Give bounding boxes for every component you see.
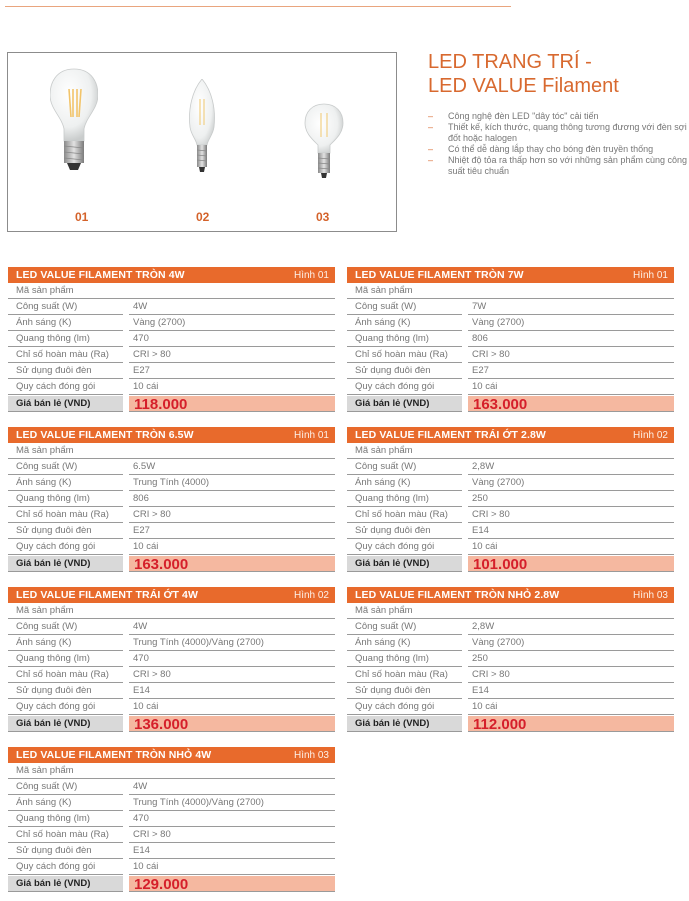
product-header — [8, 267, 335, 283]
spec-value: Vàng (2700) — [468, 315, 674, 331]
spec-value: 4W — [129, 779, 335, 795]
price-row — [8, 556, 335, 572]
spec-row-cri — [8, 347, 335, 363]
product-spec-table — [8, 747, 335, 892]
spec-row-pack — [347, 539, 674, 555]
spec-value: E27 — [129, 363, 335, 379]
product-header — [8, 747, 335, 763]
spec-label: Ánh sáng (K) — [347, 635, 462, 651]
spec-label: Quang thông (lm) — [8, 331, 123, 347]
spec-row-flux — [347, 651, 674, 667]
product-spec-table — [347, 587, 674, 732]
spec-label: Mã sản phẩm — [8, 283, 335, 299]
spec-label: Sử dụng đuôi đèn — [347, 363, 462, 379]
spec-row-cri — [347, 667, 674, 683]
price-value: 163.000 — [129, 556, 335, 572]
spec-row-base — [8, 843, 335, 859]
spec-label: Quy cách đóng gói — [8, 699, 123, 715]
spec-value: 10 cái — [129, 699, 335, 715]
spec-label: Quang thông (lm) — [347, 491, 462, 507]
spec-row-pack — [8, 859, 335, 875]
product-header — [347, 587, 674, 603]
price-label: Giá bán lẻ (VND) — [8, 716, 123, 732]
spec-value: 10 cái — [468, 699, 674, 715]
spec-label: Công suất (W) — [8, 459, 123, 475]
figure-reference: Hình 02 — [632, 429, 668, 441]
spec-row-flux — [8, 811, 335, 827]
spec-row-code — [8, 763, 335, 779]
spec-value: CRI > 80 — [129, 667, 335, 683]
spec-row-light — [347, 635, 674, 651]
spec-label: Sử dụng đuôi đèn — [347, 683, 462, 699]
spec-label: Mã sản phẩm — [347, 283, 674, 299]
price-row — [347, 716, 674, 732]
image-label-01: 01 — [75, 210, 89, 224]
spec-row-cri — [347, 507, 674, 523]
price-value: 163.000 — [468, 396, 674, 412]
figure-reference: Hình 01 — [293, 269, 329, 281]
spec-label: Công suất (W) — [347, 619, 462, 635]
product-image-panel — [7, 52, 397, 232]
product-spec-table — [347, 427, 674, 572]
spec-label: Sử dụng đuôi đèn — [8, 683, 123, 699]
spec-label: Công suất (W) — [347, 459, 462, 475]
spec-value: 10 cái — [129, 539, 335, 555]
spec-label: Chỉ số hoàn màu (Ra) — [347, 507, 462, 523]
spec-label: Sử dụng đuôi đèn — [347, 523, 462, 539]
spec-value: CRI > 80 — [129, 827, 335, 843]
spec-label: Quy cách đóng gói — [8, 539, 123, 555]
feature-item: – Thiết kế, kích thước, quang thông tương đương với đèn sợi đốt hoặc halogen — [428, 122, 687, 143]
spec-label: Công suất (W) — [8, 619, 123, 635]
product-name: LED VALUE FILAMENT TRÒN 7W — [355, 269, 524, 281]
price-value: 112.000 — [468, 716, 674, 732]
spec-row-flux — [347, 491, 674, 507]
spec-row-code — [347, 603, 674, 619]
bulb-candle-icon — [188, 79, 216, 179]
price-label: Giá bán lẻ (VND) — [347, 556, 462, 572]
spec-row-base — [347, 683, 674, 699]
spec-row-pack — [8, 699, 335, 715]
spec-row-power — [347, 619, 674, 635]
product-spec-table — [8, 427, 335, 572]
spec-row-cri — [347, 347, 674, 363]
spec-label: Quy cách đóng gói — [8, 859, 123, 875]
spec-row-power — [8, 779, 335, 795]
image-label-02: 02 — [196, 210, 210, 224]
spec-label: Sử dụng đuôi đèn — [8, 363, 123, 379]
bulb-a-shape-icon — [50, 67, 98, 177]
spec-label: Quang thông (lm) — [347, 331, 462, 347]
figure-reference: Hình 03 — [293, 749, 329, 761]
spec-value: CRI > 80 — [468, 507, 674, 523]
spec-label: Ánh sáng (K) — [8, 475, 123, 491]
spec-value: 6.5W — [129, 459, 335, 475]
price-row — [8, 716, 335, 732]
spec-label: Ánh sáng (K) — [347, 315, 462, 331]
spec-value: E27 — [468, 363, 674, 379]
spec-row-cri — [8, 667, 335, 683]
spec-value: 10 cái — [129, 379, 335, 395]
spec-value: Vàng (2700) — [468, 475, 674, 491]
product-spec-table — [8, 267, 335, 412]
product-header — [347, 267, 674, 283]
product-header — [8, 587, 335, 603]
spec-label: Quang thông (lm) — [8, 491, 123, 507]
spec-label: Ánh sáng (K) — [347, 475, 462, 491]
spec-value: Vàng (2700) — [468, 635, 674, 651]
spec-label: Quy cách đóng gói — [347, 539, 462, 555]
feature-item: – Công nghệ đèn LED "dây tóc" cải tiến — [428, 111, 599, 121]
spec-label: Mã sản phẩm — [8, 603, 335, 619]
price-value: 129.000 — [129, 876, 335, 892]
spec-row-power — [8, 459, 335, 475]
price-value: 101.000 — [468, 556, 674, 572]
page-title-line-2: LED VALUE Filament — [428, 75, 619, 97]
figure-reference: Hình 02 — [293, 589, 329, 601]
price-row — [8, 876, 335, 892]
price-label: Giá bán lẻ (VND) — [8, 556, 123, 572]
spec-value: CRI > 80 — [468, 347, 674, 363]
spec-value: 250 — [468, 491, 674, 507]
spec-label: Quy cách đóng gói — [347, 699, 462, 715]
spec-label: Công suất (W) — [8, 779, 123, 795]
spec-row-light — [8, 475, 335, 491]
spec-row-base — [8, 523, 335, 539]
spec-row-light — [8, 315, 335, 331]
product-name: LED VALUE FILAMENT TRÒN NHỎ 2.8W — [355, 589, 560, 601]
product-spec-table — [8, 587, 335, 732]
price-value: 136.000 — [129, 716, 335, 732]
dash-bullet-icon: – — [428, 111, 434, 121]
feature-item: – Có thể dễ dàng lắp thay cho bóng đèn truyền thống — [428, 144, 654, 154]
spec-label: Mã sản phẩm — [8, 443, 335, 459]
spec-row-pack — [347, 379, 674, 395]
feature-item: – Nhiệt độ tỏa ra thấp hơn so với những sản phẩm cùng công suất tiêu chuẩn — [428, 155, 687, 176]
spec-row-code — [347, 443, 674, 459]
spec-row-power — [347, 459, 674, 475]
spec-row-pack — [8, 379, 335, 395]
price-value: 118.000 — [129, 396, 335, 412]
product-header — [347, 427, 674, 443]
spec-value: 470 — [129, 331, 335, 347]
product-name: LED VALUE FILAMENT TRÁI ỚT 4W — [16, 589, 198, 601]
figure-reference: Hình 01 — [632, 269, 668, 281]
spec-value: 10 cái — [129, 859, 335, 875]
spec-label: Ánh sáng (K) — [8, 315, 123, 331]
spec-label: Chỉ số hoàn màu (Ra) — [8, 347, 123, 363]
spec-label: Công suất (W) — [347, 299, 462, 315]
spec-row-code — [8, 603, 335, 619]
spec-row-power — [8, 619, 335, 635]
spec-row-power — [8, 299, 335, 315]
spec-value: Trung Tính (4000) — [129, 475, 335, 491]
spec-label: Mã sản phẩm — [347, 603, 674, 619]
product-name: LED VALUE FILAMENT TRÒN 6.5W — [16, 429, 194, 441]
spec-row-flux — [8, 651, 335, 667]
spec-row-light — [347, 315, 674, 331]
spec-label: Chỉ số hoàn màu (Ra) — [8, 827, 123, 843]
spec-label: Sử dụng đuôi đèn — [8, 843, 123, 859]
top-divider — [5, 6, 511, 7]
spec-value: 4W — [129, 619, 335, 635]
spec-row-pack — [8, 539, 335, 555]
dash-bullet-icon: – — [428, 155, 434, 165]
spec-value: E14 — [129, 843, 335, 859]
spec-row-code — [347, 283, 674, 299]
spec-value: E14 — [129, 683, 335, 699]
spec-label: Quang thông (lm) — [347, 651, 462, 667]
spec-value: 7W — [468, 299, 674, 315]
spec-row-base — [347, 363, 674, 379]
spec-row-code — [8, 283, 335, 299]
page-title — [428, 50, 619, 98]
spec-label: Chỉ số hoàn màu (Ra) — [347, 667, 462, 683]
spec-row-light — [347, 475, 674, 491]
spec-row-light — [8, 795, 335, 811]
spec-label: Chỉ số hoàn màu (Ra) — [347, 347, 462, 363]
spec-label: Ánh sáng (K) — [8, 795, 123, 811]
price-row — [347, 556, 674, 572]
spec-row-cri — [8, 507, 335, 523]
spec-value: 806 — [468, 331, 674, 347]
spec-label: Chỉ số hoàn màu (Ra) — [8, 667, 123, 683]
figure-reference: Hình 03 — [632, 589, 668, 601]
spec-label: Quy cách đóng gói — [8, 379, 123, 395]
product-spec-table — [347, 267, 674, 412]
spec-value: 806 — [129, 491, 335, 507]
spec-value: 4W — [129, 299, 335, 315]
page-title-line-1: LED TRANG TRÍ - — [428, 51, 592, 73]
spec-value: 10 cái — [468, 539, 674, 555]
feature-list — [428, 111, 688, 177]
price-label: Giá bán lẻ (VND) — [8, 396, 123, 412]
spec-value: 2,8W — [468, 619, 674, 635]
price-label: Giá bán lẻ (VND) — [8, 876, 123, 892]
spec-label: Quy cách đóng gói — [347, 379, 462, 395]
spec-row-light — [8, 635, 335, 651]
price-label: Giá bán lẻ (VND) — [347, 716, 462, 732]
spec-row-power — [347, 299, 674, 315]
price-label: Giá bán lẻ (VND) — [347, 396, 462, 412]
spec-row-flux — [347, 331, 674, 347]
product-header — [8, 427, 335, 443]
spec-row-base — [8, 683, 335, 699]
spec-label: Công suất (W) — [8, 299, 123, 315]
spec-value: 470 — [129, 651, 335, 667]
bulb-round-icon — [304, 103, 344, 183]
price-row — [347, 396, 674, 412]
spec-label: Quang thông (lm) — [8, 811, 123, 827]
product-name: LED VALUE FILAMENT TRÒN 4W — [16, 269, 185, 281]
spec-value: CRI > 80 — [129, 347, 335, 363]
spec-value: Vàng (2700) — [129, 315, 335, 331]
spec-label: Mã sản phẩm — [347, 443, 674, 459]
spec-value: 470 — [129, 811, 335, 827]
image-label-03: 03 — [316, 210, 330, 224]
spec-row-flux — [8, 331, 335, 347]
spec-row-code — [8, 443, 335, 459]
spec-value: CRI > 80 — [468, 667, 674, 683]
spec-value: 250 — [468, 651, 674, 667]
spec-row-flux — [8, 491, 335, 507]
spec-row-cri — [8, 827, 335, 843]
figure-reference: Hình 01 — [293, 429, 329, 441]
spec-value: Trung Tính (4000)/Vàng (2700) — [129, 795, 335, 811]
spec-value: CRI > 80 — [129, 507, 335, 523]
spec-value: E27 — [129, 523, 335, 539]
spec-value: Trung Tính (4000)/Vàng (2700) — [129, 635, 335, 651]
price-row — [8, 396, 335, 412]
spec-row-pack — [347, 699, 674, 715]
spec-value: 2,8W — [468, 459, 674, 475]
spec-value: 10 cái — [468, 379, 674, 395]
spec-row-base — [347, 523, 674, 539]
dash-bullet-icon: – — [428, 122, 434, 132]
spec-label: Ánh sáng (K) — [8, 635, 123, 651]
spec-label: Chỉ số hoàn màu (Ra) — [8, 507, 123, 523]
spec-row-base — [8, 363, 335, 379]
spec-value: E14 — [468, 683, 674, 699]
product-name: LED VALUE FILAMENT TRÁI ỚT 2.8W — [355, 429, 546, 441]
product-name: LED VALUE FILAMENT TRÒN NHỎ 4W — [16, 749, 212, 761]
spec-value: E14 — [468, 523, 674, 539]
spec-label: Sử dụng đuôi đèn — [8, 523, 123, 539]
spec-label: Mã sản phẩm — [8, 763, 335, 779]
dash-bullet-icon: – — [428, 144, 434, 154]
spec-label: Quang thông (lm) — [8, 651, 123, 667]
